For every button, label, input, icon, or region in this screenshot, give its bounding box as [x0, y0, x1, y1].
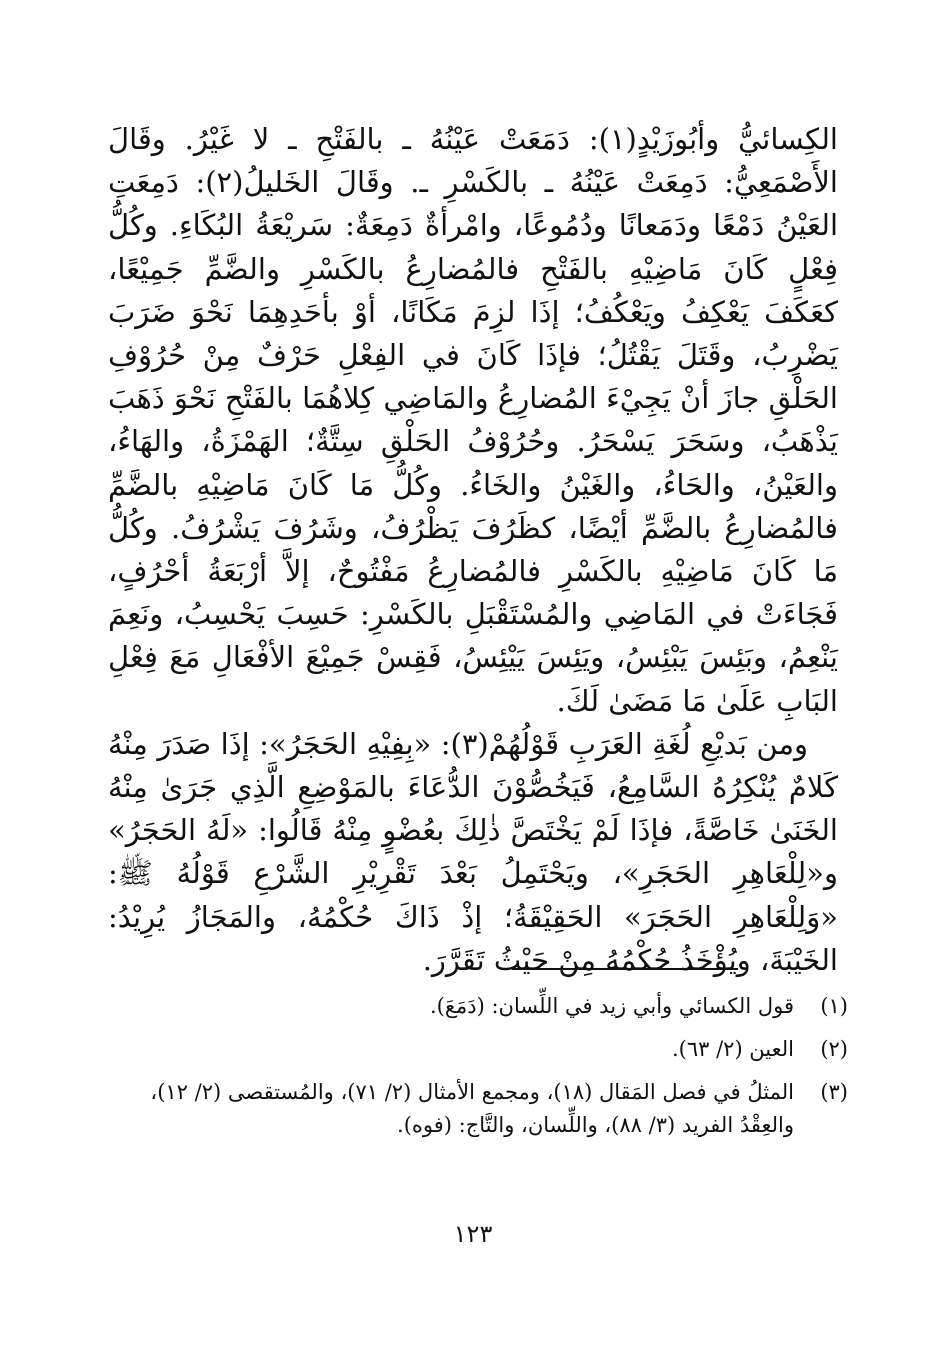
footnote-text: العين (٢/ ٦٣). — [671, 1037, 794, 1061]
footnote-number: (٣) — [820, 1080, 848, 1104]
paragraph-1: الكِسائيُّ وأبُوزَيْدٍ(١): دَمَعَتْ عَيْنُهُ ـ بالفَتْحِ ـ لا غَيْرُ. وقَالَ الأَصْمَعِيُّ: دَمِعَتْ عَيْنُهُ ـ بالكَسْرِ ـ. وقَالَ الخَليلُ(٢): دَمِعَتِ العَيْنُ دَمْعًا ودَمَعانًا ودُمُوعًا، وامْرأةٌ دَمِعَةٌ: سَريْعَةُ البُكَاءِ. وكُلُّ فِعْلٍ كَانَ مَاضِيْهِ بالفَتْحِ فالمُضارِعُ بالكَسْرِ والضَّمِّ جَمِيْعًا، كعَكَفَ يَعْكِفُ ويَعْكُفُ؛ إذَا لزِمَ مَكَانًا، أوْ بأحَدِهِمَا نَحْوَ ضَرَبَ يَضْرِبُ، وقَتَلَ يَقْتُلُ؛ فإذَا كَانَ في الفِعْلِ حَرْفٌ مِنْ حُرُوْفِ الحَلْقِ جازَ أنْ يَجِيْءَ المُضارِعُ والمَاضِي كِلاهُمَا بالفَتْحِ نَحْوَ ذَهَبَ يَذْهَبُ، وسَحَرَ يَسْحَرُ. وحُرُوْفُ الحَلْقِ سِتَّةٌ؛ الهَمْزَةُ، والهَاءُ، والعَيْنُ، والحَاءُ، والغَيْنُ والخَاءُ. وكُلُّ مَا كَانَ مَاضِيْهِ بالضَّمِّ فالمُضارِعُ بالضَّمِّ أيْضًا، كظَرُفَ يَظْرُفُ، وشَرُفَ يَشْرُفُ. وكُلُّ مَا كَانَ مَاضِيْهِ بالكَسْرِ فالمُضارِعُ مَفْتُوحٌ، إلاَّ أرْبَعَةُ أحْرُفٍ، فَجَاءَتْ في المَاضِي والمُسْتَقْبَلِ بالكَسْرِ: حَسِبَ يَحْسِبُ، ونَعِمَ يَنْعِمُ، وبَئِسَ يَبْئِسُ، ويَئِسَ يَيْئِسُ، فَقِسْ جَمِيْعَ الأفْعَالِ مَعَ فِعْلِ البَابِ عَلَىٰ مَا مَضَىٰ لَكَ. — [108, 122, 838, 718]
footnote-2 — [108, 1033, 848, 1066]
footnote-number: (١) — [820, 994, 848, 1018]
footnote-number: (٢) — [820, 1037, 848, 1061]
footnotes — [108, 990, 848, 1152]
main-text — [108, 118, 838, 982]
footnote-3 — [108, 1076, 848, 1142]
page-number: ١٢٣ — [453, 1220, 493, 1248]
footnote-separator — [512, 968, 738, 970]
footnote-text: قول الكسائي وأبي زيد في اللِّسان: (دَمَعَ). — [429, 994, 794, 1018]
footnote-text: المثلُ في فصل المَقال (١٨)، ومجمع الأمثال (٢/ ٧١)، والمُستقصى (٢/ ١٢)، والعِقْدُ الفريد (٣/ ٨٨)، واللِّسان، والتَّاج: (فوه). — [150, 1080, 794, 1137]
paragraph-2: ومن بَديْعِ لُغَةِ العَرَبِ قَوْلُهُمْ(٣): «بِفِيْهِ الحَجَرُ»: إذَا صَدَرَ مِنْهُ كَلامٌ يُنْكِرُهُ السَّامِعُ، فَيَخُصُّوْنَ الدُّعَاءَ بالمَوْضِعِ الَّذِي جَرَىٰ مِنْهُ الخَنَىٰ خَاصَّةً، فإذَا لَمْ يَخْتَصَّ ذٰلِكَ بعُضْوٍ مِنْهُ قَالُوا: «لَهُ الحَجَرُ» و«لِلْعَاهِرِ الحَجَرِ»، ويَحْتَمِلُ بَعْدَ تَقْرِيْرِ الشَّرْعِ قَوْلُهُ ﷺ: «وَلِلْعَاهِرِ الحَجَرَ» الحَقِيْقَةُ؛ إذْ ذَاكَ حُكْمُهُ، والمَجَازُ يُرِيْدُ: الخَيْبَةَ، ويُؤْخَذُ حُكْمُهُ مِنْ حَيْثُ تَقَرَّرَ. — [108, 726, 838, 977]
footnote-1 — [108, 990, 848, 1023]
